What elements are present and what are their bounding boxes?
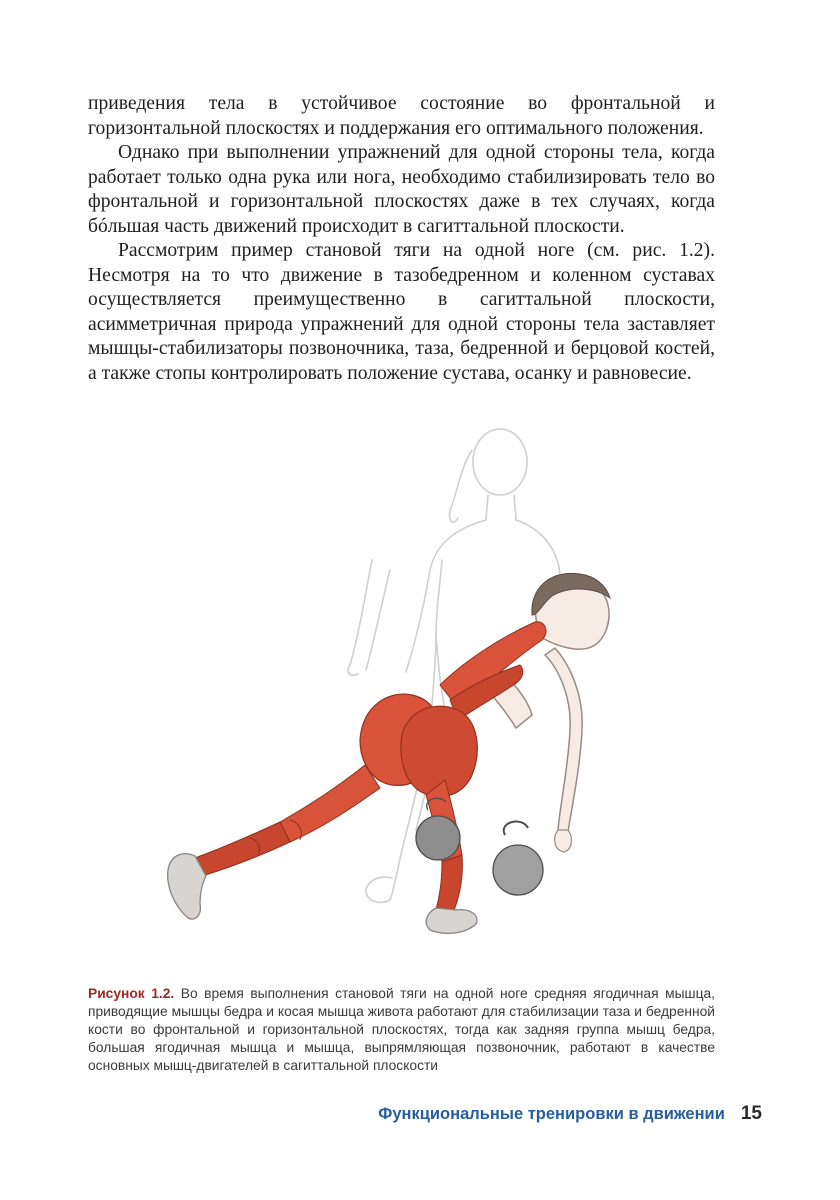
figure-single-leg-deadlift <box>140 410 640 955</box>
paragraph-3: Рассмотрим пример становой тяги на одной ноге (см. рис. 1.2). Несмотря на то что движение в тазобедренном и коленном суставах осуществляется преимущественно в сагиттальной плоскости, асимметричная природа упражнений для одной стороны тела заставляет мышцы-стабилизаторы позвоночника, таза, бедренной и берцовой костей, а также стопы контролировать положение сустава, осанку и равновесие. <box>88 240 715 384</box>
main-text <box>88 92 715 386</box>
kettlebell-front <box>493 822 543 895</box>
support-shoe <box>426 908 477 933</box>
page-number: 15 <box>740 1103 762 1124</box>
back-leg-muscles <box>195 765 380 876</box>
paragraph-2: Однако при выполнении упражнений для одной стороны тела, когда работает только одна рука или нога, необходимо стабилизировать тело во фронтальной и горизонтальной плоскостях даже в тех случаях, когда бóльшая часть движений происходит в сагиттальной плоскости. <box>88 142 715 237</box>
caption-label: Рисунок 1.2. <box>88 986 175 1001</box>
caption-text: Во время выполнения становой тяги на одной ноге средняя ягодичная мышца, приводящие мышцы бедра и косая мышца живота работают для стабилизации таза и бедренной кости во фронтальной и горизонтальной плоскостях, тогда как задняя группа мышц бедра, большая ягодичная мышца и мышца, выпрямляющая позвоночник, работают в качестве основных мышц-двигателей в сагиттальной плоскости <box>88 986 715 1073</box>
hand <box>555 830 572 852</box>
back-muscles <box>440 622 546 720</box>
paragraph-1: приведения тела в устойчивое состояние во фронтальной и горизонтальной плоскостях и поддержания его оптимального положения. <box>88 93 715 139</box>
figure-caption <box>88 985 715 1075</box>
anatomy-illustration <box>140 410 640 955</box>
page-footer <box>378 1103 762 1125</box>
bent-figure-skin <box>485 582 609 839</box>
footer-book-title: Функциональные тренировки в движении <box>378 1104 725 1123</box>
